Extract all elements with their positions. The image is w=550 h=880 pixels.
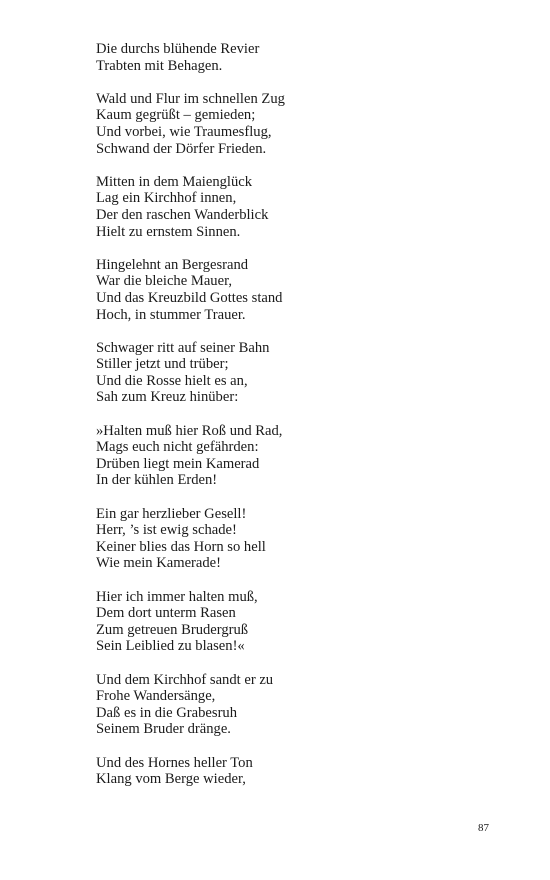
stanza xyxy=(96,257,516,323)
poem-line: Zum getreuen Brudergruß xyxy=(96,621,249,638)
poem-line: Trabten mit Behagen. xyxy=(96,57,223,74)
stanza xyxy=(96,340,516,406)
stanza xyxy=(96,174,516,240)
poem-line: Sah zum Kreuz hinüber: xyxy=(96,389,239,406)
page-number: 87 xyxy=(478,822,489,834)
poem-line: Dem dort unterm Rasen xyxy=(96,605,236,622)
poem-line: Seinem Bruder dränge. xyxy=(96,721,231,738)
poem-line: In der kühlen Erden! xyxy=(96,472,218,489)
poem-line: Die durchs blühende Revier xyxy=(96,41,260,57)
poem-line: Schwand der Dörfer Frieden. xyxy=(96,140,267,157)
poem-line: War die bleiche Mauer, xyxy=(96,273,233,290)
poem-line: Hingelehnt an Bergesrand xyxy=(96,256,249,273)
poem-line: Und vorbei, wie Traumesflug, xyxy=(96,123,272,140)
poem-line: »Halten muß hier Roß und Rad, xyxy=(96,422,283,439)
poem-line: Schwager ritt auf seiner Bahn xyxy=(96,339,270,356)
stanza xyxy=(96,423,516,489)
poem-line: Kaum gegrüßt – gemieden; xyxy=(96,107,256,124)
stanza xyxy=(96,589,516,655)
poem-line: Stiller jetzt und trüber; xyxy=(96,356,229,373)
poem-line: Klang vom Berge wieder, xyxy=(96,771,246,788)
stanza xyxy=(96,672,516,738)
poem-line: Und des Hornes heller Ton xyxy=(96,754,253,771)
poem-line: Drüben liegt mein Kamerad xyxy=(96,455,260,472)
poem-line: Und die Rosse hielt es an, xyxy=(96,372,248,389)
poem-line: Mags euch nicht gefährden: xyxy=(96,439,259,456)
poem-line: Keiner blies das Horn so hell xyxy=(96,538,266,555)
poem-line: Hier ich immer halten muß, xyxy=(96,588,258,605)
poem-line: Frohe Wandersänge, xyxy=(96,688,216,705)
poem-line: Sein Leiblied zu blasen!« xyxy=(96,638,245,655)
poem-line: Und das Kreuzbild Gottes stand xyxy=(96,289,283,306)
stanza xyxy=(96,755,516,788)
poem-line: Ein gar herzlieber Gesell! xyxy=(96,505,247,522)
stanza xyxy=(96,506,516,572)
poem-line: Wie mein Kamerade! xyxy=(96,555,222,572)
poem-line: Hoch, in stummer Trauer. xyxy=(96,306,246,323)
stanza xyxy=(96,41,516,74)
stanza xyxy=(96,91,516,157)
poem-line: Hielt zu ernstem Sinnen. xyxy=(96,223,241,240)
poem-text xyxy=(96,41,516,804)
poem-line: Lag ein Kirchhof innen, xyxy=(96,190,237,207)
poem-line: Mitten in dem Maienglück xyxy=(96,173,253,190)
poem-line: Daß es in die Grabesruh xyxy=(96,704,238,721)
poem-line: Der den raschen Wanderblick xyxy=(96,206,269,223)
poem-line: Und dem Kirchhof sandt er zu xyxy=(96,671,274,688)
poem-line: Herr, ’s ist ewig schade! xyxy=(96,522,237,539)
poem-line: Wald und Flur im schnellen Zug xyxy=(96,90,285,107)
